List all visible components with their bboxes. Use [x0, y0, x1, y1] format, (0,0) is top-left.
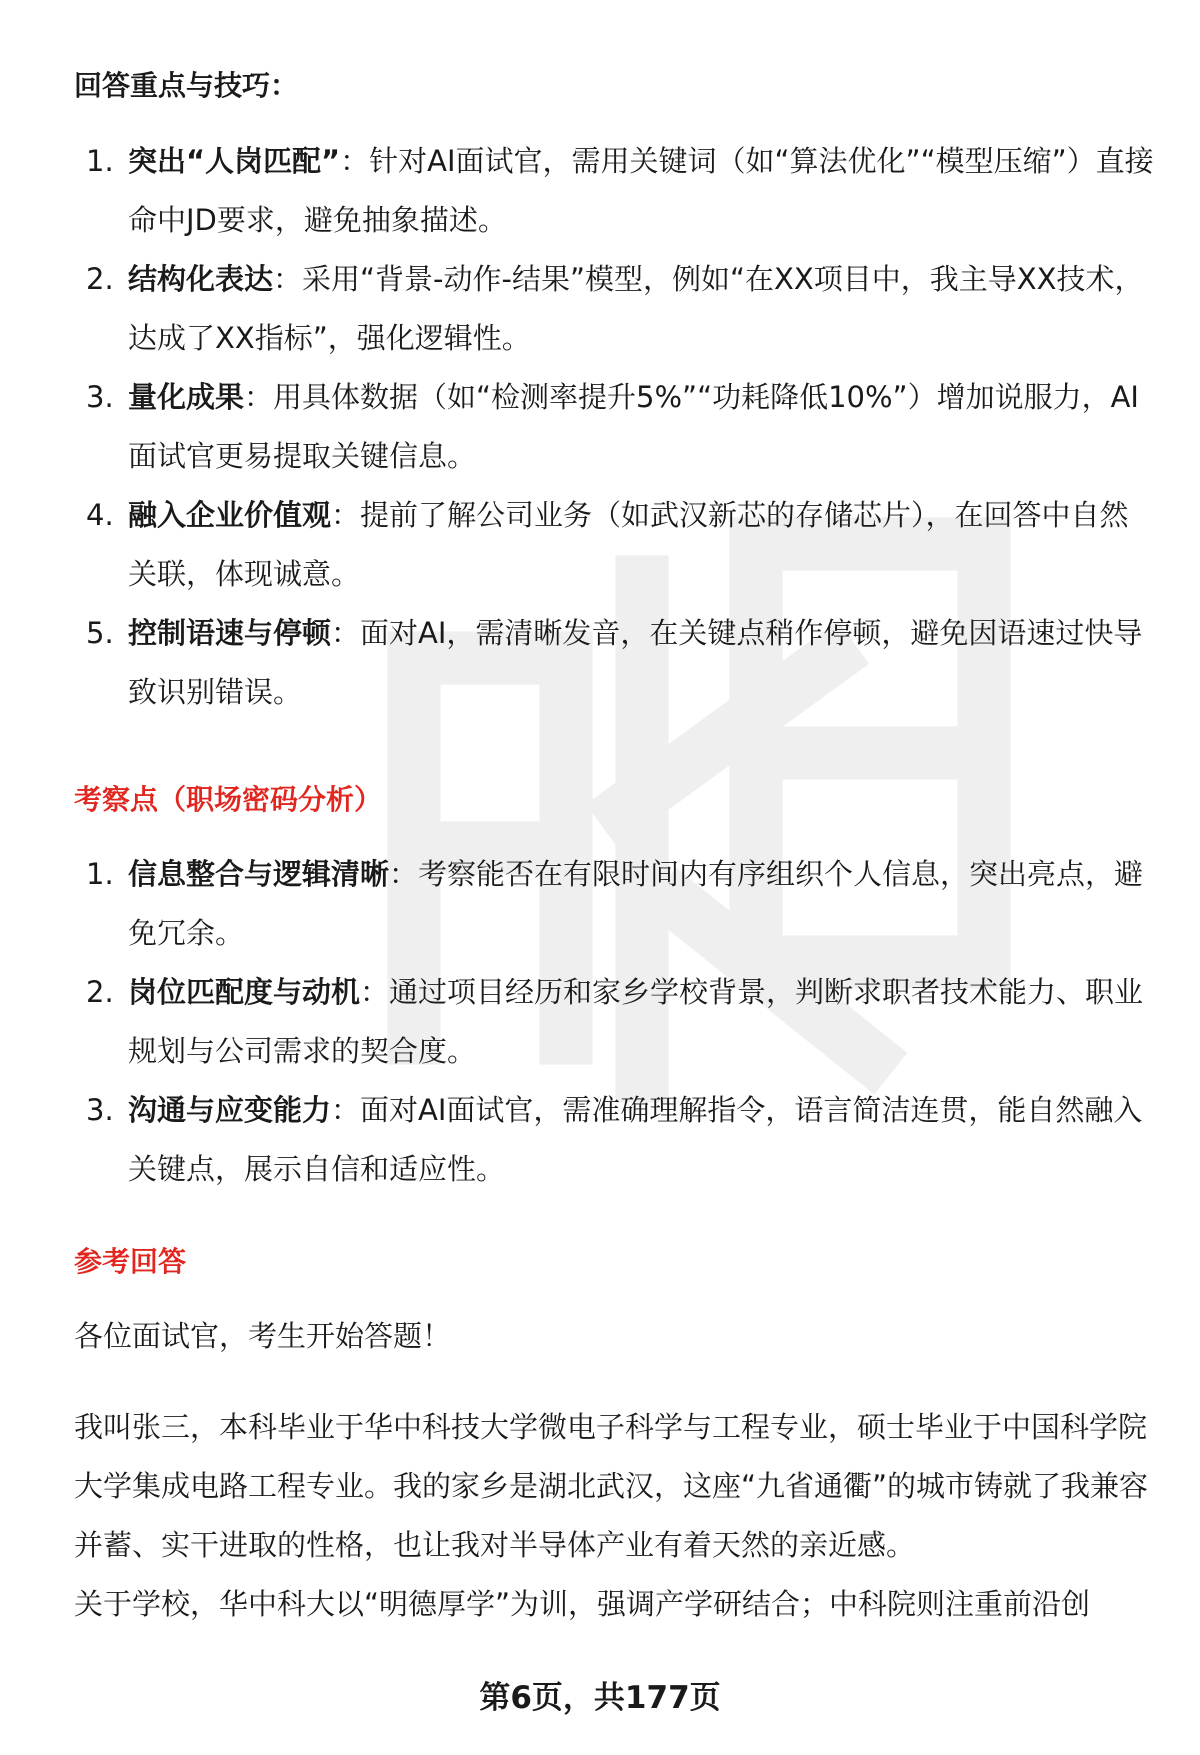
greeting-text: 各位面试官，考生开始答题！ — [74, 1319, 452, 1353]
list-number: 3. — [86, 1093, 114, 1127]
list-text: ：面对AI，需清晰发音，在关键点稍作停顿，避免因语速过快导致识别错误。 — [128, 616, 1143, 709]
list-term: 突出“人岗匹配” — [128, 144, 341, 178]
list-item — [74, 486, 1154, 604]
list-term: 控制语速与停顿 — [128, 616, 332, 650]
section-title-reference-answer: 参考回答 — [74, 1245, 187, 1278]
list-number: 5. — [86, 616, 114, 650]
tips-list — [74, 132, 1154, 722]
list-term: 融入企业价值观 — [128, 498, 332, 532]
list-number: 2. — [86, 262, 114, 296]
list-text: ：考察能否在有限时间内有序组织个人信息，突出亮点，避免冗余。 — [128, 857, 1144, 950]
assessment-list — [74, 845, 1154, 1199]
answer-paragraph: 我叫张三，本科毕业于华中科技大学微电子科学与工程专业，硕士毕业于中国科学院大学集成电路工程专业。我的家乡是湖北武汉，这座“九省通衢”的城市铸就了我兼容并蓄、实干进取的性格，也让我对半导体产业有着天然的亲近感。 — [74, 1410, 1149, 1562]
list-text: ：面对AI面试官，需准确理解指令，语言简洁连贯，能自然融入关键点，展示自信和适应性。 — [128, 1093, 1143, 1186]
list-number: 1. — [86, 144, 114, 178]
list-number: 2. — [86, 975, 114, 1009]
page-number: 第6页，共177页 — [479, 1680, 721, 1716]
list-item — [74, 845, 1154, 963]
list-item — [74, 1081, 1154, 1199]
list-term: 岗位匹配度与动机 — [128, 975, 361, 1009]
list-term: 沟通与应变能力 — [128, 1093, 332, 1127]
list-number: 3. — [86, 380, 114, 414]
list-text: ：用具体数据（如“检测率提升5%”“功耗降低10%”）增加说服力，AI面试官更易提取关键信息。 — [128, 380, 1139, 473]
section-title-assessment: 考察点（职场密码分析） — [74, 783, 383, 816]
list-text: ：通过项目经历和家乡学校背景，判断求职者技术能力、职业规划与公司需求的契合度。 — [128, 975, 1144, 1068]
list-text: ：提前了解公司业务（如武汉新芯的存储芯片），在回答中自然关联，体现诚意。 — [128, 498, 1129, 591]
list-term: 信息整合与逻辑清晰 — [128, 857, 390, 891]
list-item — [74, 250, 1154, 368]
list-number: 1. — [86, 857, 114, 891]
list-item — [74, 604, 1154, 722]
list-term: 量化成果 — [128, 380, 245, 414]
list-number: 4. — [86, 498, 114, 532]
list-item — [74, 963, 1154, 1081]
list-item — [74, 132, 1154, 250]
list-term: 结构化表达 — [128, 262, 274, 296]
answer-paragraph-continued: 关于学校，华中科大以“明德厚学”为训，强调产学研结合；中科院则注重前沿创 — [74, 1587, 1091, 1621]
list-text: ：采用“背景-动作-结果”模型，例如“在XX项目中，我主导XX技术，达成了XX指标”，强化逻辑性。 — [128, 262, 1144, 355]
list-item — [74, 368, 1154, 486]
list-text: ：针对AI面试官，需用关键词（如“算法优化”“模型压缩”）直接命中JD要求，避免抽象描述。 — [128, 144, 1154, 237]
section-title-tips: 回答重点与技巧： — [74, 69, 299, 102]
